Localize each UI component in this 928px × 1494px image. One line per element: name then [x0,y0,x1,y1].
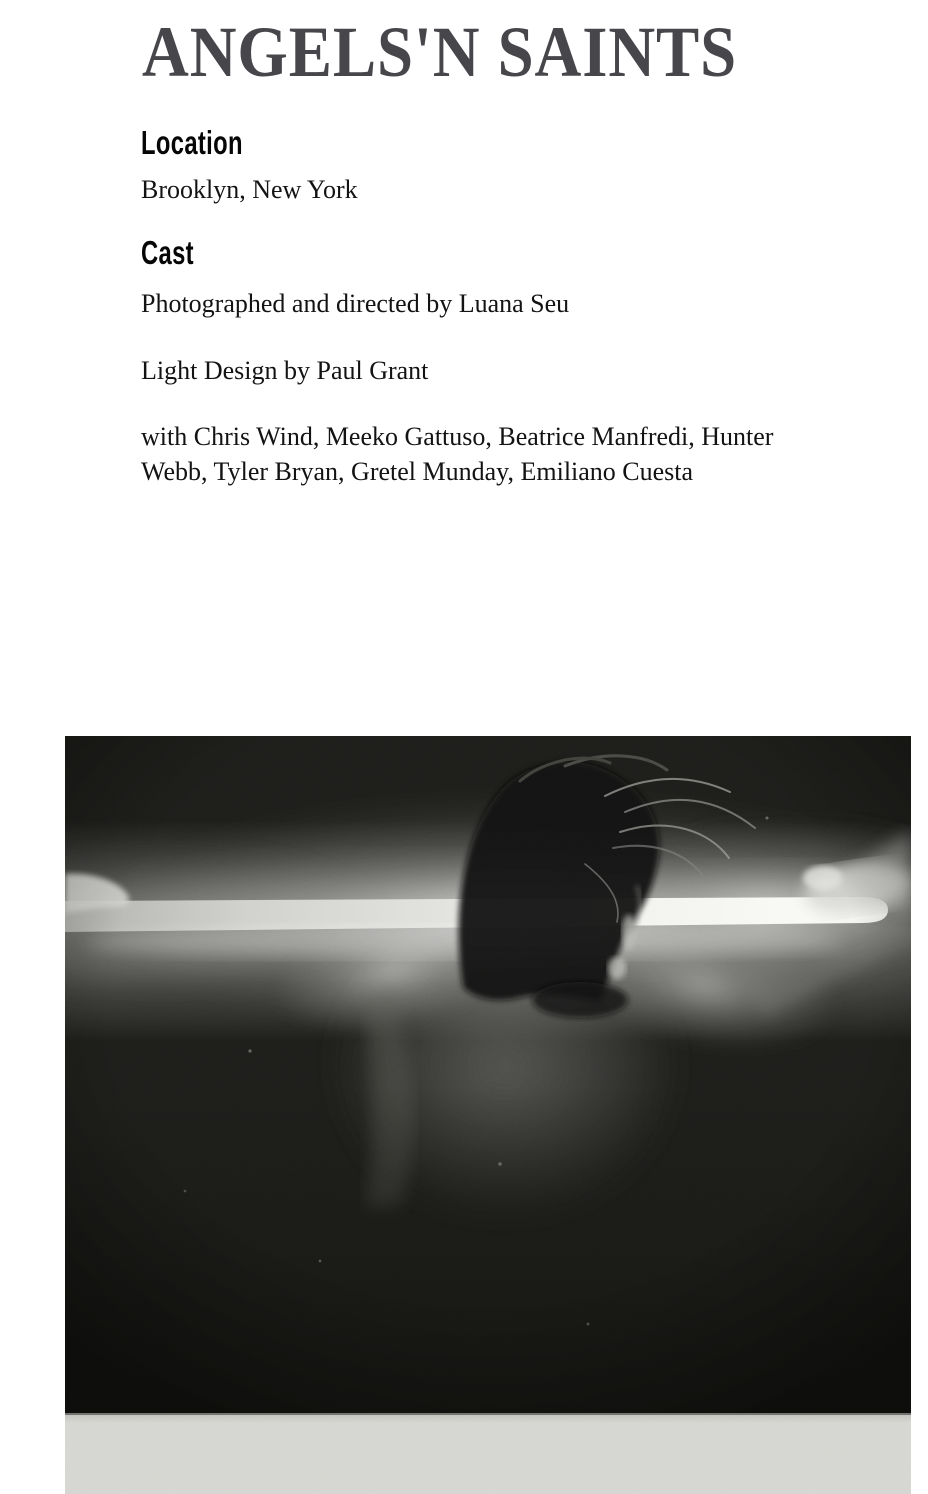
paper-strip [65,1413,911,1494]
cast-credit-light-design: Light Design by Paul Grant [141,356,429,385]
cast-credit-models: with Chris Wind, Meeko Gattuso, Beatrice Manfredi, Hunter Webb, Tyler Bryan, Gretel Munday, Emiliano Cuesta [141,422,774,486]
location-heading: Location [141,124,243,161]
page-title: ANGELS'N SAINTS [142,12,738,92]
location-value: Brooklyn, New York [141,175,358,204]
photo-image [65,736,911,1494]
cast-credit-photographer: Photographed and directed by Luana Seu [141,289,570,318]
editorial-photo [65,736,911,1494]
cast-heading: Cast [141,234,194,271]
